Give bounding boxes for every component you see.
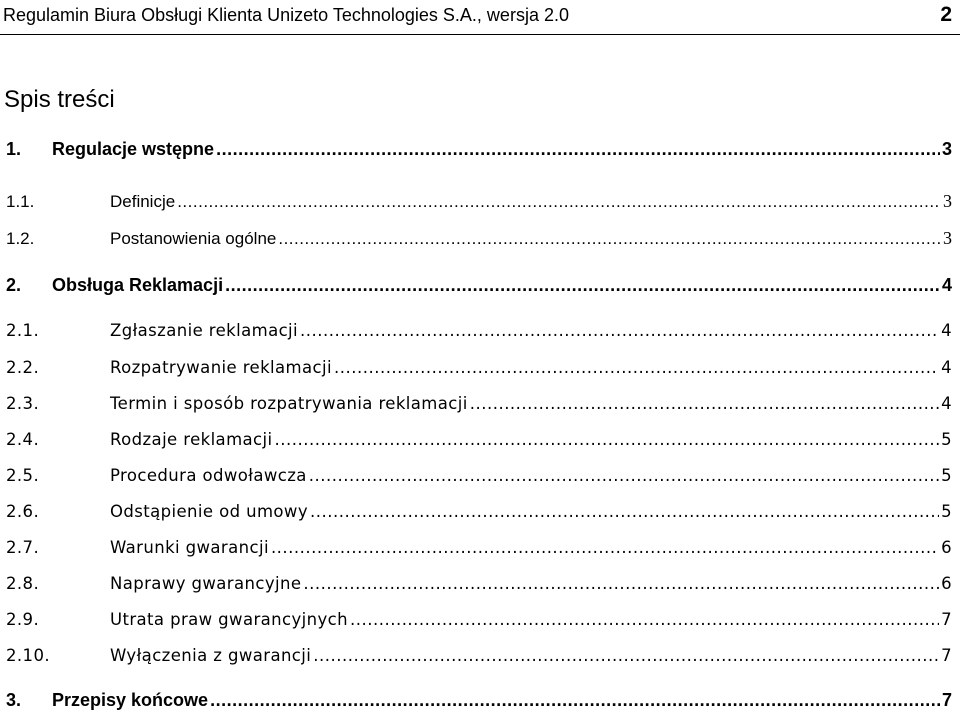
toc-entry[interactable] <box>6 227 952 250</box>
dot-leader <box>216 137 940 161</box>
toc-entry-title: Postanowienia ogólne <box>110 229 277 248</box>
toc-entry-number: 2.9. <box>6 610 40 629</box>
toc-entry-title: Zgłaszanie reklamacji <box>110 321 299 340</box>
toc-entry-title: Przepisy końcowe <box>52 690 209 710</box>
toc-entry-page: 6 <box>941 574 952 593</box>
dot-leader <box>225 273 940 297</box>
toc-entry-number: 1.1. <box>6 192 35 211</box>
toc-entry-title: Odstąpienie od umowy <box>110 502 308 521</box>
toc-entry-page: 5 <box>941 502 952 521</box>
toc-entry[interactable] <box>6 357 952 379</box>
toc-entry[interactable] <box>6 190 952 213</box>
toc-entry-number: 2.10. <box>6 646 50 665</box>
toc-entry-number: 3. <box>6 690 22 710</box>
toc-entry-number: 2.7. <box>6 538 40 557</box>
toc-entry-page: 4 <box>941 275 952 295</box>
toc-entry[interactable] <box>6 609 952 631</box>
toc-entry-number: 2.1. <box>6 321 40 340</box>
toc-entry-title: Rodzaje reklamacji <box>110 430 273 449</box>
toc-entry-title: Obsługa Reklamacji <box>52 275 224 295</box>
dot-leader <box>310 501 939 523</box>
toc-entry[interactable] <box>6 429 952 451</box>
toc-heading: Spis treści <box>4 86 115 113</box>
toc-entry[interactable] <box>6 537 952 559</box>
toc-entry[interactable] <box>6 501 952 523</box>
toc-entry-number: 2.4. <box>6 430 40 449</box>
toc-entry-number: 2.3. <box>6 394 40 413</box>
toc-entry-title: Naprawy gwarancyjne <box>110 574 302 593</box>
toc-entry-page: 3 <box>941 139 952 159</box>
toc-entry-page: 5 <box>941 430 952 449</box>
toc-entry-title: Procedura odwoławcza <box>110 466 307 485</box>
toc-entry-page: 4 <box>941 394 952 413</box>
dot-leader <box>300 320 939 342</box>
toc-entry-number: 1. <box>6 139 22 159</box>
toc-entry[interactable] <box>6 573 952 595</box>
toc-entry-title: Regulacje wstępne <box>52 139 215 159</box>
toc-entry-title: Wyłączenia z gwarancji <box>110 646 312 665</box>
dot-leader <box>470 393 939 415</box>
toc-entry-number: 2.8. <box>6 574 40 593</box>
toc-entry-number: 1.2. <box>6 229 35 248</box>
dot-leader <box>271 537 939 559</box>
toc-entry-title: Utrata praw gwarancyjnych <box>110 610 348 629</box>
toc-entry[interactable] <box>6 393 952 415</box>
toc-entry-page: 4 <box>941 321 952 340</box>
toc-entry-page: 7 <box>941 610 952 629</box>
toc-entry-page: 7 <box>941 690 952 710</box>
toc-entry[interactable] <box>6 137 952 161</box>
dot-leader <box>275 429 940 451</box>
toc-entry-page: 7 <box>941 646 952 665</box>
toc-entry-page: 5 <box>941 466 952 485</box>
toc-entry[interactable] <box>6 645 952 667</box>
toc-entry-title: Rozpatrywanie reklamacji <box>110 358 332 377</box>
toc-entry[interactable] <box>6 688 952 712</box>
toc-entry-title: Definicje <box>110 192 176 211</box>
dot-leader <box>350 609 939 631</box>
toc-entry-page: 4 <box>941 358 952 377</box>
dot-leader <box>303 573 939 595</box>
dot-leader <box>177 191 941 213</box>
toc-entry-page: 3 <box>943 228 952 248</box>
toc-entry[interactable] <box>6 465 952 487</box>
dot-leader <box>309 465 939 487</box>
toc-entry-page: 6 <box>941 538 952 557</box>
toc-entry-number: 2. <box>6 275 22 295</box>
toc-entry-number: 2.5. <box>6 466 40 485</box>
toc-entry[interactable] <box>6 273 952 297</box>
document-title: Regulamin Biura Obsługi Klienta Unizeto Technologies S.A., wersja 2.0 <box>3 5 569 25</box>
toc-entry-number: 2.2. <box>6 358 40 377</box>
page-number: 2 <box>940 3 952 26</box>
toc-entry-title: Termin i sposób rozpatrywania reklamacji <box>110 394 468 413</box>
toc-entry-number: 2.6. <box>6 502 40 521</box>
dot-leader <box>313 645 939 667</box>
toc-entry[interactable] <box>6 320 952 342</box>
toc-entry-title: Warunki gwarancji <box>110 538 269 557</box>
dot-leader <box>278 228 941 250</box>
toc-entry-page: 3 <box>943 191 952 211</box>
dot-leader <box>334 357 939 379</box>
dot-leader <box>210 688 940 712</box>
